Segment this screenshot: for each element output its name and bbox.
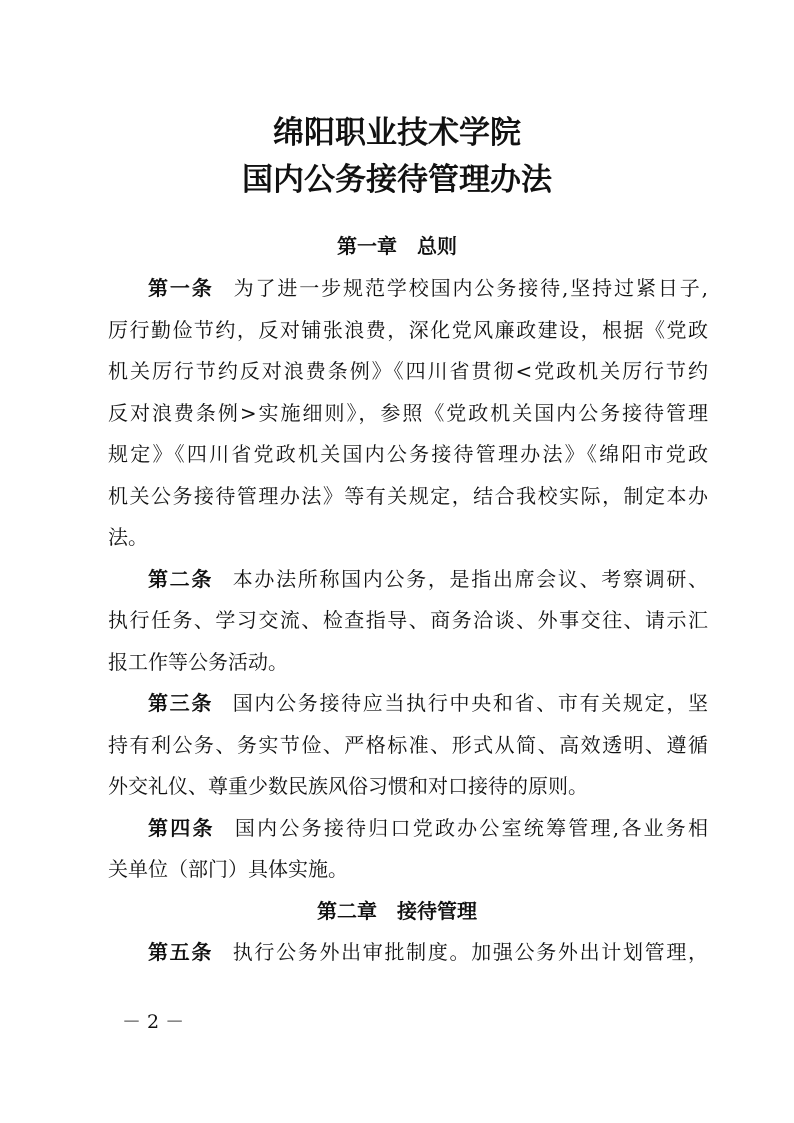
article-2-text-1: 本办法所称国内公务，是指出席会议、考察调研、 <box>231 567 708 591</box>
article-5-line-1 <box>148 938 708 966</box>
document-title-line1: 绵阳职业技术学院 <box>273 115 521 151</box>
chapter-heading-2 <box>0 897 794 925</box>
chapter-number: 第一章 <box>337 234 397 258</box>
article-4-number: 第四条 <box>148 816 215 840</box>
article-1-line-2: 厉行勤俭节约，反对铺张浪费，深化党风廉政建设，根据《党政 <box>108 318 708 342</box>
article-1-line-5: 规定》《四川省党政机关国内公务接待管理办法》《绵阳市党政 <box>108 442 708 466</box>
article-3-number: 第三条 <box>148 691 214 715</box>
article-1-line-4: 反对浪费条例>实施细则》，参照《党政机关国内公务接待管理 <box>108 401 708 425</box>
article-3-line-3: 外交礼仪、尊重少数民族风俗习惯和对口接待的原则。 <box>108 774 588 798</box>
chapter-name: 接待管理 <box>397 899 477 923</box>
article-4-line-1 <box>148 814 708 842</box>
article-4-line-2: 关单位（部门）具体实施。 <box>108 857 348 881</box>
article-5-text-1: 执行公务外出审批制度。加强公务外出计划管理， <box>231 940 708 964</box>
article-2-number: 第二条 <box>148 567 214 591</box>
article-1-line-3: 机关厉行节约反对浪费条例》《四川省贯彻<党政机关厉行节约 <box>108 359 708 383</box>
article-2-line-1 <box>148 565 708 593</box>
document-title-line2: 国内公务接待管理办法 <box>242 162 552 198</box>
article-3-text-1: 国内公务接待应当执行中央和省、市有关规定，坚 <box>231 691 708 715</box>
article-3-line-2: 持有利公务、务实节俭、严格标准、形式从简、高效透明、遵循 <box>108 733 708 757</box>
chapter-heading-1 <box>0 232 794 260</box>
article-1-line-6: 机关公务接待管理办法》等有关规定，结合我校实际，制定本办 <box>108 484 708 508</box>
article-1-number: 第一条 <box>148 276 214 300</box>
article-2-line-3: 报工作等公务活动。 <box>108 650 288 674</box>
article-4-text-1: 国内公务接待归口党政办公室统筹管理,各业务相 <box>232 816 708 840</box>
article-1-line-1 <box>148 274 708 302</box>
chapter-name: 总则 <box>417 234 457 258</box>
article-1-text-1: 为了进一步规范学校国内公务接待,坚持过紧日子, <box>231 276 708 300</box>
chapter-number: 第二章 <box>317 899 377 923</box>
article-3-line-1 <box>148 689 708 717</box>
page-number: － 2 － <box>122 1011 185 1033</box>
article-5-number: 第五条 <box>148 940 214 964</box>
article-1-line-7: 法。 <box>108 525 148 549</box>
article-2-line-2: 执行任务、学习交流、检查指导、商务洽谈、外事交往、请示汇 <box>108 608 708 632</box>
